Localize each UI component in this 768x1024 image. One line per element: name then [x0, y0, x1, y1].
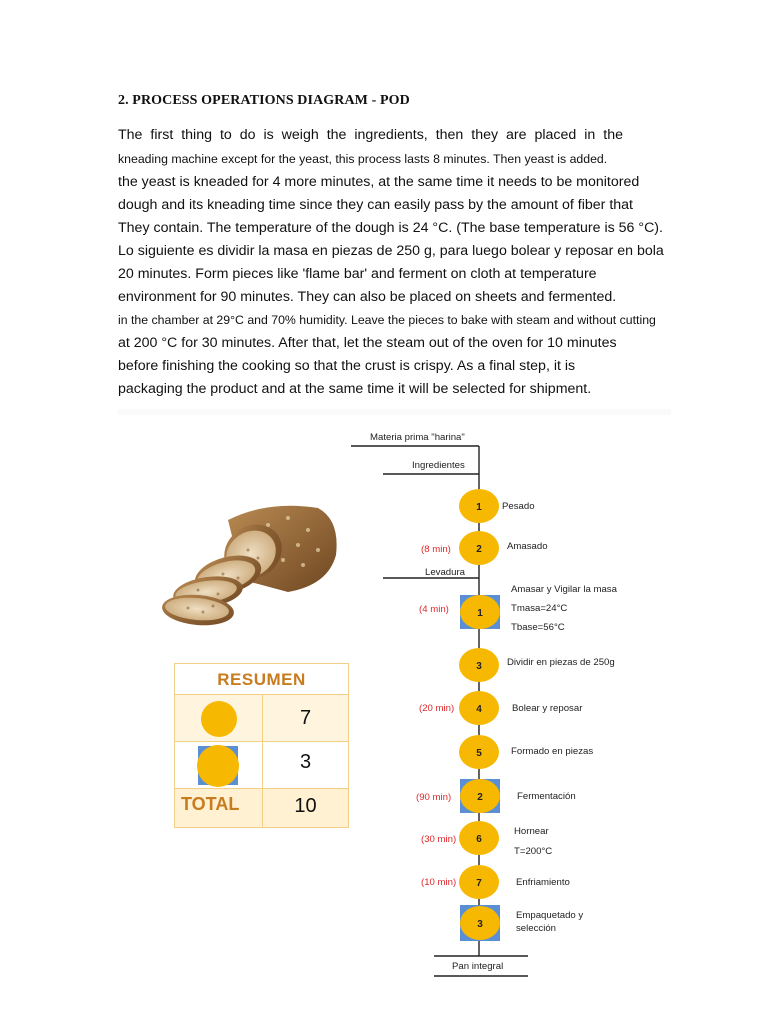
input-label-ingredients: Ingredientes [412, 460, 465, 471]
summary-row-combined [175, 742, 348, 789]
step-label: Hornear [514, 826, 549, 837]
combined-operation-2 [458, 777, 502, 815]
operation-circle-2 [458, 530, 500, 566]
step-time: (90 min) [416, 792, 452, 803]
summary-row-operation [175, 695, 348, 742]
step-label: Dividir en piezas de 250g [507, 657, 615, 668]
step-label: Pesado [502, 501, 535, 512]
output-label: Pan integral [452, 961, 504, 972]
step-label: Empaquetado y [516, 910, 584, 921]
section-heading: 2. PROCESS OPERATIONS DIAGRAM - POD [118, 93, 410, 108]
combined-count: 3 [299, 751, 312, 773]
paragraph-line: the yeast is kneaded for 4 more minutes, at the same time it needs to be monitored [118, 174, 640, 190]
paragraph-line: kneading machine except for the yeast, this process lasts 8 minutes. Then yeast is added. [118, 152, 608, 166]
step-number: 2 [476, 544, 482, 555]
step-number: 2 [477, 792, 483, 803]
summary-symbol-cell [175, 742, 263, 788]
input-label-flour: Materia prima "harina" [370, 432, 465, 443]
step-time: (30 min) [421, 834, 457, 845]
step-time: (8 min) [421, 544, 451, 555]
total-label: TOTAL [181, 794, 240, 814]
operation-circle-6 [458, 820, 500, 856]
paragraph-line: at 200 °C for 30 minutes. After that, let the steam out of the oven for 10 minutes [118, 335, 617, 351]
operation-circle-1 [458, 488, 500, 524]
bread-image [158, 500, 343, 635]
paragraph-line: The first thing to do is weigh the ingredients, then they are placed in the [118, 127, 623, 143]
paragraph-line: packaging the product and at the same time it will be selected for shipment. [118, 381, 592, 397]
paragraph-line: dough and its kneading time since they can easily pass by the amount of fiber that [118, 197, 634, 213]
input-label-yeast: Levadura [425, 567, 466, 578]
step-number: 3 [476, 661, 482, 672]
step-number: 3 [477, 919, 483, 930]
summary-table [174, 663, 349, 828]
step-time: (20 min) [419, 703, 455, 714]
summary-total-cell [175, 789, 263, 827]
operation-circle-4 [458, 690, 500, 726]
step-number: 4 [476, 704, 482, 715]
operation-count: 7 [299, 707, 312, 729]
step-number: 7 [476, 878, 482, 889]
step-detail: T=200°C [514, 846, 553, 857]
combined-operation-icon [175, 742, 262, 789]
step-label: Fermentación [517, 791, 576, 802]
step-label: Bolear y reposar [512, 703, 583, 714]
paragraph-line: before finishing the cooking so that the crust is crispy. As a final step, it is [118, 358, 576, 374]
step-label: Amasar y Vigilar la masa [511, 584, 617, 595]
step-detail: Tmasa=24°C [511, 603, 568, 614]
paragraph-line: 20 minutes. Form pieces like 'flame bar' and ferment on cloth at temperature [118, 266, 597, 282]
diagram-top-shade [118, 409, 671, 415]
paragraph-line: environment for 90 minutes. They can also be placed on sheets and fermented. [118, 289, 617, 305]
operation-circle-icon [175, 695, 262, 742]
summary-row-total [175, 789, 348, 827]
step-label: Amasado [507, 541, 548, 552]
operation-circle-5 [458, 734, 500, 770]
step-number: 6 [476, 834, 482, 845]
step-detail: Tbase=56°C [511, 622, 565, 633]
step-label: Enfriamiento [516, 877, 570, 888]
step-detail: selección [516, 923, 556, 934]
operation-circle-3 [458, 647, 500, 683]
summary-symbol-cell [175, 695, 263, 741]
step-number: 5 [476, 748, 482, 759]
step-number: 1 [476, 502, 482, 513]
step-number: 1 [477, 608, 483, 619]
total-value: 10 [294, 795, 317, 817]
combined-operation-3 [458, 903, 502, 943]
step-time: (10 min) [421, 877, 457, 888]
paragraph-line: in the chamber at 29°C and 70% humidity. Leave the pieces to bake with steam and without cutting [118, 313, 656, 327]
step-time: (4 min) [419, 604, 449, 615]
operation-circle-7 [458, 864, 500, 900]
paragraph-line: They contain. The temperature of the dough is 24 °C. (The base temperature is 56 °C). [118, 220, 663, 236]
paragraph-line: Lo siguiente es dividir la masa en piezas de 250 g, para luego bolear y reposar en bola [118, 243, 664, 259]
summary-title: RESUMEN [175, 664, 348, 695]
step-label: Formado en piezas [511, 746, 594, 757]
combined-operation-1 [458, 593, 502, 631]
